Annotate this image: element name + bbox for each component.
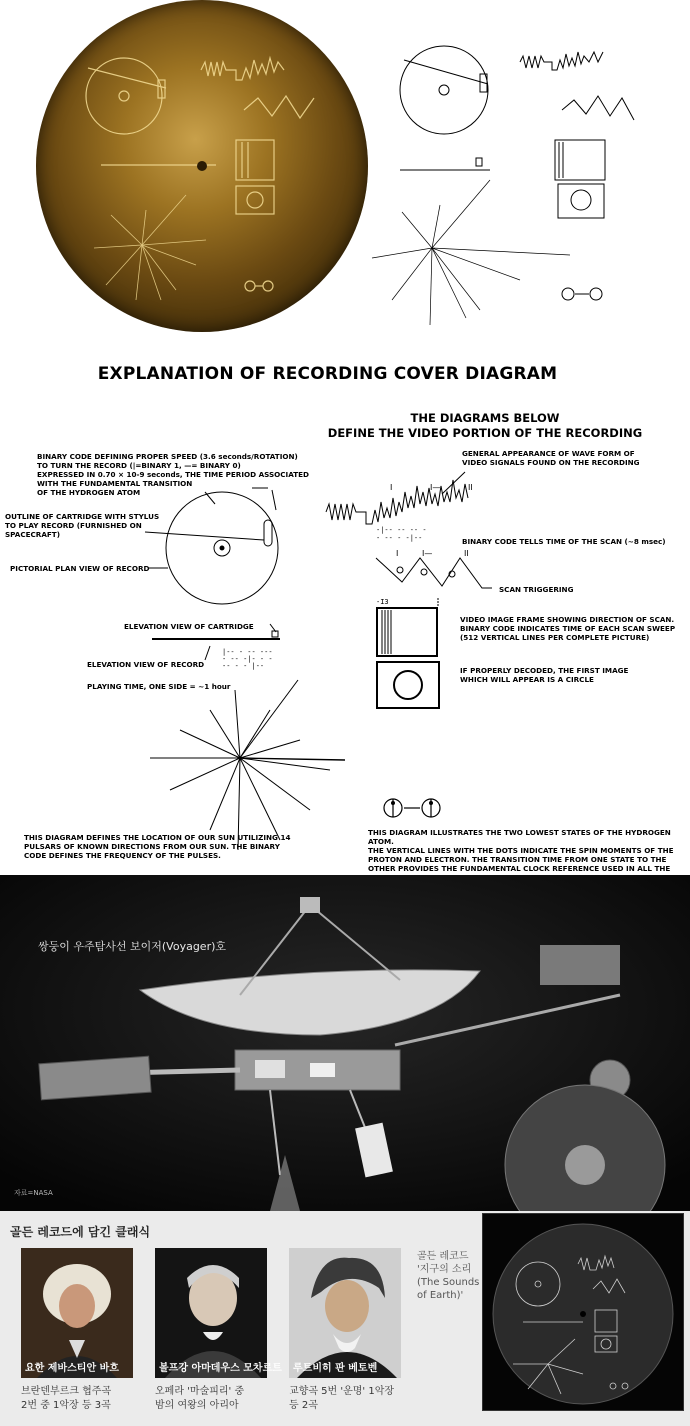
video-title-line1: THE DIAGRAMS BELOW xyxy=(410,411,560,425)
classics-title: 골든 레코드에 담긴 클래식 xyxy=(10,1225,151,1239)
page-title: EXPLANATION OF RECORDING COVER DIAGRAM xyxy=(97,364,558,384)
scan-mark-2: I— xyxy=(422,549,433,558)
golden-record-thumbnail-image xyxy=(483,1214,683,1410)
cover-line-drawing xyxy=(370,0,690,340)
binary-scan-label: BINARY CODE TELLS TIME OF THE SCAN (~8 msec) xyxy=(462,537,666,546)
composer-desc-mozart: 오페라 '마술피리' 중 밤의 여왕의 아리아 xyxy=(155,1386,245,1411)
first-image-label: IF PROPERLY DECODED, THE FIRST IMAGE WHICH WILL APPEAR IS A CIRCLE xyxy=(460,666,629,684)
golden-record-cover-photo xyxy=(36,0,368,332)
voyager-photo xyxy=(0,875,690,1211)
pulsar-caption: THIS DIAGRAM DEFINES THE LOCATION OF OUR SUN UTILIZING 14 PULSARS OF KNOWN DIRECTIONS FROM OUR SUN. THE BINARY CODE DEFINES THE FREQUENCY OF THE PULSES. xyxy=(24,833,291,860)
portrait-mozart xyxy=(155,1248,282,1378)
hydrogen-atom-diagram xyxy=(380,795,450,825)
binary-speed-label: BINARY CODE DEFINING PROPER SPEED (3.6 seconds/ROTATION) TO TURN THE RECORD (|=BINARY 1, —= BINARY 0) EXPRESSED IN 0.70 × 10-9 seconds, THE TIME PERIOD ASSOCIATED WITH THE FUNDAMENTAL TRANSITION OF THE HYDROGEN ATOM xyxy=(37,452,310,497)
svg-text:- -- -|- - -: - -- -|- - - xyxy=(222,655,273,663)
plan-view-label: PICTORIAL PLAN VIEW OF RECORD xyxy=(10,564,150,573)
scan-mark-3: II xyxy=(464,549,469,558)
record-plan-diagram xyxy=(0,480,330,680)
photo-credit: 자료=NASA xyxy=(14,1189,53,1197)
wave-mark-1: I xyxy=(390,483,393,492)
scan-triggering-label: SCAN TRIGGERING xyxy=(499,585,574,594)
composer-name-mozart: 볼프강 아마데우스 모차르트 xyxy=(159,1363,282,1374)
photo-caption: 쌍둥이 우주탐사선 보이저(Voyager)호 xyxy=(38,940,227,953)
svg-text:-I3: -I3 xyxy=(376,598,389,606)
scan-mark-1: I xyxy=(396,549,399,558)
portrait-bach xyxy=(21,1248,133,1378)
composer-desc-bach: 브란덴부르크 협주곡 2번 중 1악장 등 3곡 xyxy=(21,1386,112,1411)
golden-record-engravings xyxy=(36,0,368,332)
video-section-title xyxy=(325,411,645,441)
portrait-beethoven xyxy=(289,1248,401,1378)
wave-mark-3: II xyxy=(468,483,473,492)
elevation-cartridge-label: ELEVATION VIEW OF CARTRIDGE xyxy=(124,622,254,631)
composer-name-bach: 요한 제바스티안 바흐 xyxy=(25,1363,119,1374)
svg-text:- -- - -|--: - -- - -|-- xyxy=(376,534,423,542)
svg-text:-|-- -- -- -: -|-- -- -- - xyxy=(376,526,427,534)
hydrogen-caption: THIS DIAGRAM ILLUSTRATES THE TWO LOWEST STATES OF THE HYDROGEN ATOM. THE VERTICAL LINES WITH THE DOTS INDICATE THE SPIN MOMENTS OF THE PROTON AND ELECTRON. THE TRANSITION TIME FROM ONE STATE TO THE OTHER PROVIDES THE FUNDAMENTAL CLOCK REFERENCE USED IN ALL THE xyxy=(368,828,674,873)
composer-name-beethoven: 루트비히 판 베토벤 xyxy=(293,1363,378,1374)
golden-record-cover-thumbnail xyxy=(482,1213,684,1411)
wave-mark-2: I— xyxy=(430,483,441,492)
cartridge-outline-label: OUTLINE OF CARTRIDGE WITH STYLUS TO PLAY RECORD (FURNISHED ON SPACECRAFT) xyxy=(5,512,160,539)
composer-desc-beethoven: 교향곡 5번 '운명' 1악장 등 2곡 xyxy=(289,1386,395,1411)
playing-time-label: PLAYING TIME, ONE SIDE = ~1 hour xyxy=(87,682,231,691)
svg-text:|-- - -- ---: |-- - -- --- xyxy=(222,648,273,656)
video-frame-label: VIDEO IMAGE FRAME SHOWING DIRECTION OF SCAN. BINARY CODE INDICATES TIME OF EACH SCAN SWEEP (512 VERTICAL LINES PER COMPLETE PICTURE) xyxy=(460,615,676,642)
elevation-record-label: ELEVATION VIEW OF RECORD xyxy=(87,660,205,669)
wave-form-label: GENERAL APPEARANCE OF WAVE FORM OF VIDEO SIGNALS FOUND ON THE RECORDING xyxy=(462,449,640,467)
pulsar-map-diagram xyxy=(150,680,350,850)
golden-record-caption: 골든 레코드 '지구의 소리 (The Sounds of Earth)' xyxy=(417,1251,480,1301)
voyager-spacecraft-illustration xyxy=(0,875,690,1211)
svg-text:-- - - |--: -- - - |-- xyxy=(222,662,265,670)
video-title-line2: DEFINE THE VIDEO PORTION OF THE RECORDING xyxy=(327,426,643,440)
